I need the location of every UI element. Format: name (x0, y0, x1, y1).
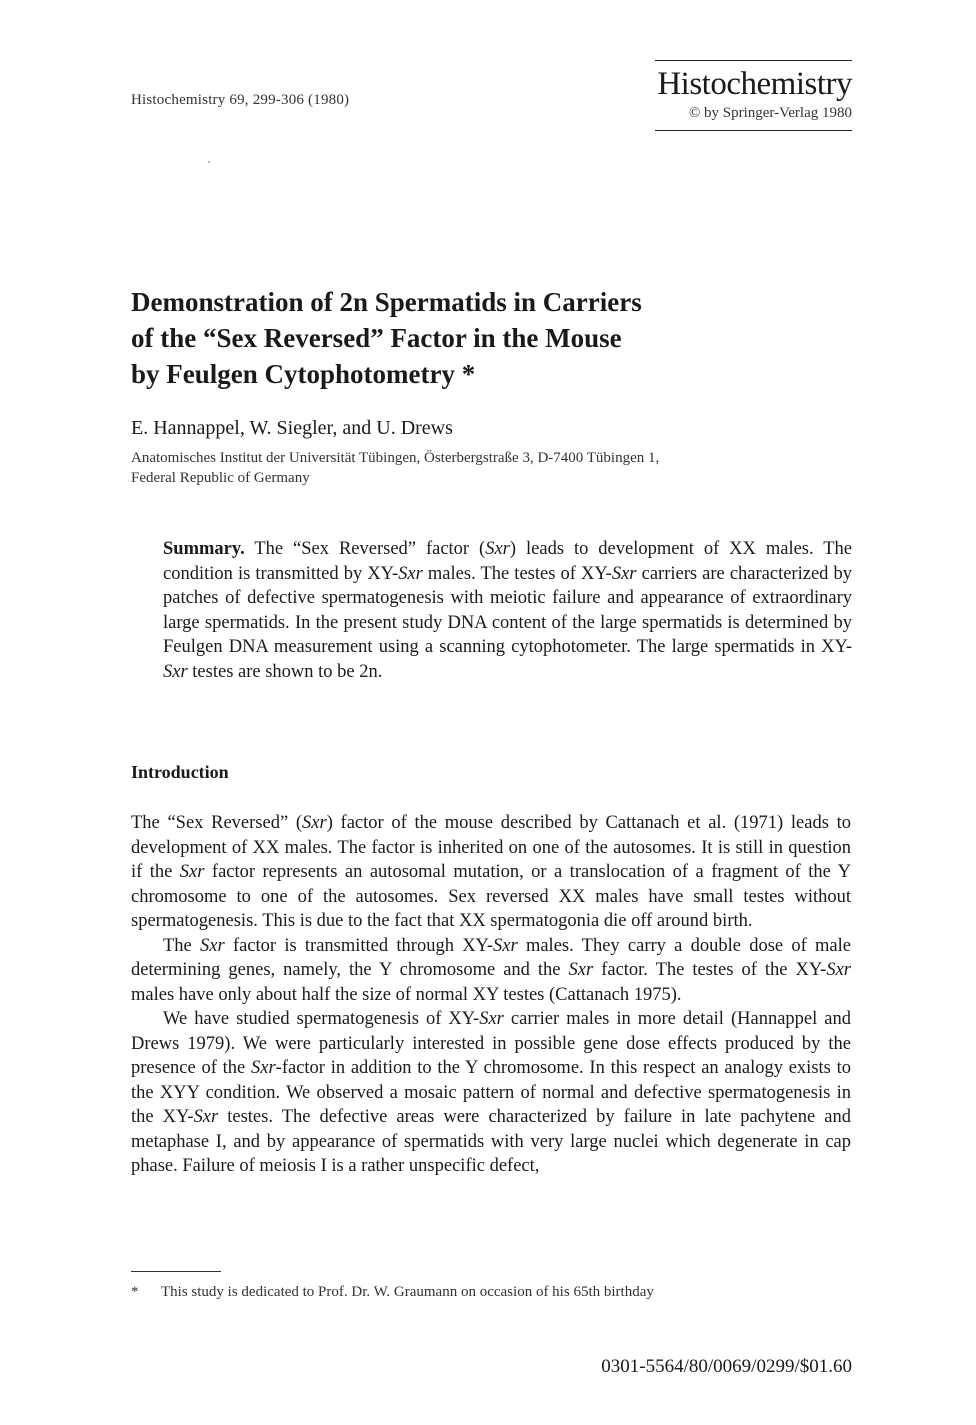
affiliation (131, 448, 659, 488)
journal-masthead (655, 60, 852, 131)
scan-speck (208, 161, 210, 163)
masthead-bottom-rule (655, 130, 852, 131)
summary-text: ) leads to development of XX males. The condition is transmitted by XY- (163, 539, 853, 584)
summary-text: The “Sex Reversed” factor ( (244, 539, 486, 559)
footnote-text: This study is dedicated to Prof. Dr. W. Graumann on occasion of his 65th birthday (161, 1284, 654, 1300)
affiliation-line-1: Anatomisches Institut der Universität Tübingen, Österbergstraße 3, D-7400 Tübingen 1, (131, 450, 660, 466)
body-text: ) factor of the mouse described by Cattanach et al. (1971) leads to development of XX males. The factor is inherited on one of the autosomes. It is still in question if the (131, 813, 851, 882)
body-text: The (163, 935, 201, 956)
footnote (131, 1284, 654, 1301)
sxr-term: Sxr (179, 862, 205, 882)
footnote-rule (131, 1271, 221, 1272)
summary-text: males. The testes of XY- (422, 563, 612, 584)
summary-text: carriers are characterized by patches of defective spermatogenesis with meiotic failure and appearance of extraordinary large spermatids. In the present study DNA content of the large spermatids is determined by Feulgen DNA measurement using a scanning cytophotometer. The large spermatids in XY- (163, 563, 852, 657)
intro-paragraph-3 (131, 1007, 851, 1179)
sxr-term: Sxr (398, 563, 423, 584)
body-text: We have studied spermatogenesis of XY- (163, 1009, 480, 1029)
sxr-term: Sxr (485, 539, 510, 559)
sxr-term: Sxr (479, 1009, 504, 1029)
journal-citation: Histochemistry 69, 299-306 (1980) (131, 92, 350, 108)
publisher-line: © by Springer-Verlag 1980 (688, 105, 852, 121)
body-text: factor is transmitted through XY- (224, 935, 494, 956)
masthead-top-rule (655, 60, 852, 61)
sxr-term: Sxr (302, 813, 327, 833)
sxr-term: Sxr (250, 1058, 276, 1078)
intro-paragraph-2 (131, 934, 851, 1008)
article-title (131, 284, 831, 392)
sxr-term: Sxr (193, 1107, 219, 1127)
sxr-term: Sxr (493, 935, 518, 956)
footnote-mark: * (131, 1284, 139, 1300)
author-list: E. Hannappel, W. Siegler, and U. Drews (131, 417, 453, 439)
title-line-2: of the “Sex Reversed” Factor in the Mouse (131, 323, 622, 353)
summary-paragraph (163, 537, 852, 684)
sxr-term: Sxr (826, 960, 851, 980)
body-text: males. They carry a double dose of male determining genes, namely, the Y chromosome and the (131, 935, 851, 980)
section-heading-introduction: Introduction (131, 762, 229, 782)
sxr-term: Sxr (163, 661, 188, 682)
sxr-term: Sxr (611, 563, 637, 584)
sxr-term: Sxr (200, 935, 225, 956)
summary-label: Summary. (163, 539, 245, 559)
body-text: factor represents an autosomal mutation, or a translocation of a fragment of the Y chromosome to one of the autosomes. Sex reversed XX males have small testes without spermatogenesis. This is due to the fact that XX spermatogonia die off around birth. (131, 862, 851, 931)
title-line-3: by Feulgen Cytophotometry * (131, 359, 476, 389)
summary-text: testes are shown to be 2n. (187, 661, 383, 682)
affiliation-line-2: Federal Republic of Germany (131, 470, 310, 486)
title-line-1: Demonstration of 2n Spermatids in Carriers (131, 287, 642, 317)
body-text: carrier males in more detail (Hannappel and Drews 1979). We were particularly interested in possible gene dose effects produced by the presence of the (131, 1009, 851, 1078)
body-text: males have only about half the size of normal XY testes (Cattanach 1975). (131, 984, 682, 1005)
journal-name: Histochemistry (657, 66, 852, 102)
body-text: The “Sex Reversed” ( (131, 813, 303, 833)
sxr-term: Sxr (568, 960, 594, 980)
body-text: -factor in addition to the Y chromosome. In this respect an analogy exists to the XYY condition. We observed a mosaic pattern of normal and defective spermatogenesis in the XY- (131, 1058, 852, 1127)
body-text: testes. The defective areas were characterized by failure in late pachytene and metaphase I, and by appearance of spermatids with very large nuclei which degenerate in cap phase. Failure of meiosis I is a rather unspecific defect, (131, 1107, 851, 1176)
article-code: 0301-5564/80/0069/0299/$01.60 (601, 1356, 852, 1377)
body-text: factor. The testes of the XY- (593, 960, 827, 980)
introduction-body (131, 811, 851, 1179)
intro-paragraph-1 (131, 811, 851, 934)
